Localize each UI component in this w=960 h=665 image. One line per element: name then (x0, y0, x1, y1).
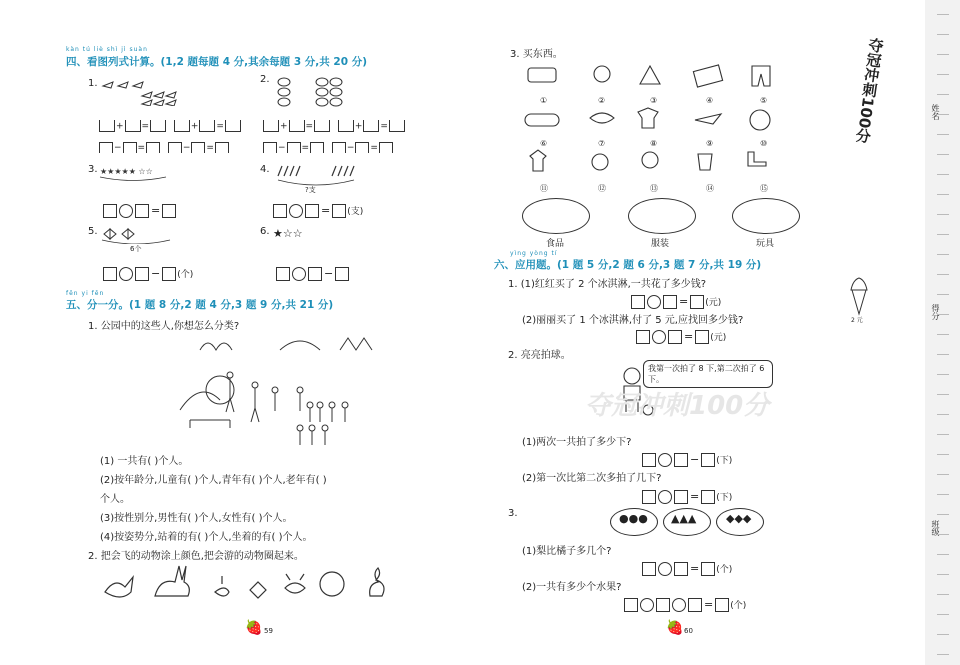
binding-ring (937, 410, 949, 415)
app-q1b-equation[interactable]: = (元) (635, 326, 726, 345)
item-num-8: ⑧ (650, 139, 658, 148)
s5-answer-1[interactable]: (1) 一共有( )个人。 (100, 456, 189, 467)
binding-ring (937, 150, 949, 155)
fish-icon (105, 577, 133, 597)
bread-icon (528, 68, 556, 82)
monkey-icon (320, 572, 344, 596)
app-q2-1-equation[interactable]: − (下) (641, 449, 732, 468)
item-num-14: ⑭ (706, 184, 714, 193)
item-num-6: ⑥ (540, 139, 548, 148)
s5-answer-4[interactable]: (4)按姿势分,站着的有( )个人,坐着的有( )个人。 (100, 532, 313, 543)
binding-ring (937, 610, 949, 615)
app-q1-unit: (元) (705, 298, 722, 308)
item-num-3: ③ (650, 96, 658, 105)
rabbit-icon (155, 566, 189, 596)
apple-icon (592, 154, 608, 170)
binding-ring (937, 190, 949, 195)
binding-ring (937, 370, 949, 375)
app-q2-1-text: (1)两次一共拍了多少下? (522, 437, 632, 448)
app-q3-1-unit: (个) (716, 565, 733, 575)
q4-total-label: ?支 (305, 186, 316, 194)
section5-title: 五、分一分。(1 题 8 分,2 题 4 分,3 题 9 分,共 21 分) (66, 299, 334, 311)
binding-ring (937, 590, 949, 595)
app-q3-2-text: (2)一共有多少个水果? (522, 582, 622, 593)
oval-clothes[interactable] (628, 198, 696, 234)
swan-icon (370, 568, 384, 596)
pants-icon (752, 66, 770, 86)
binding-ring (937, 350, 949, 355)
teddy-bear-icon (642, 152, 658, 168)
speech-bubble: 我第一次拍了 8 下,第二次拍了 6 下。 (643, 360, 773, 388)
app-q2-text: 2. 亮亮拍球。 (508, 350, 571, 361)
binding-ring (937, 70, 949, 75)
item-num-12: ⑫ (598, 184, 606, 193)
oval-food-label: 食品 (546, 239, 565, 249)
pears-icon: ▲▲▲ (671, 512, 697, 525)
animals-picture (100, 562, 400, 607)
s5-answer-2b: 个人。 (100, 494, 130, 505)
app-q2-2-text: (2)第一次比第二次多拍了几下? (522, 473, 662, 484)
binding-ring (937, 510, 949, 515)
cookie-icon (750, 110, 770, 130)
item-num-11: ⑪ (540, 184, 548, 193)
q1-answer-add-row[interactable]: + = + = (98, 120, 242, 132)
ice-cream-price: 2 元 (851, 317, 863, 324)
section6-title: 六、应用题。(1 题 5 分,2 题 6 分,3 题 7 分,共 19 分) (494, 259, 762, 271)
app-q1b-unit: (元) (710, 333, 727, 343)
oval-food[interactable] (522, 198, 590, 234)
item-num-10: ⑩ (760, 139, 768, 148)
binding-ring (937, 110, 949, 115)
oval-toys[interactable] (732, 198, 800, 234)
q4-label: 4. (260, 164, 270, 175)
section6-pinyin: yìng yòng tí (510, 250, 558, 257)
app-q3-1-equation[interactable]: = (个) (641, 558, 732, 577)
side-label-name: 姓名 (931, 104, 940, 120)
dress-icon (640, 66, 660, 84)
shirt-icon (530, 150, 546, 171)
app-q3-1-text: (1)梨比橘子多几个? (522, 546, 612, 557)
q3-equation[interactable]: = (102, 200, 177, 219)
q1-label: 1. (88, 78, 98, 89)
bee-2-icon (285, 574, 305, 593)
boot-icon (748, 152, 766, 166)
app-q1b-text: (2)丽丽买了 1 个冰淇淋,付了 5 元,应找回多少钱? (522, 315, 744, 326)
carrots-picture (98, 74, 178, 106)
binding-ring (937, 450, 949, 455)
q2-answer-sub-row[interactable]: − = − = (262, 142, 394, 153)
ice-cream-icon (848, 272, 870, 316)
strawberry-icon: 🍓 (245, 620, 263, 636)
left-page-number: 59 (264, 627, 273, 635)
shopping-items-picture (520, 62, 780, 182)
watermark: 夺冠冲刺100分 (585, 391, 770, 421)
plane-icon (695, 114, 721, 124)
doll-icon (594, 66, 610, 82)
oranges-icon: ●●● (619, 512, 648, 525)
binding-ring (937, 490, 949, 495)
binding-ring (937, 10, 949, 15)
binding-ring (937, 50, 949, 55)
logo: 夺冠冲刺100分 (852, 36, 886, 145)
strawberry-icon-right: 🍓 (666, 620, 684, 636)
stars-brace-picture (98, 164, 168, 184)
side-label-class: 班级 (931, 520, 940, 536)
app-q3-2-equation[interactable]: = (个) (623, 594, 746, 613)
item-num-9: ⑨ (706, 139, 714, 148)
oval-clothes-label: 服装 (651, 239, 670, 249)
binding-ring (937, 310, 949, 315)
q6-equation[interactable]: − (275, 263, 350, 282)
binding-ring (937, 250, 949, 255)
oval-toys-label: 玩具 (756, 239, 775, 249)
q5-total-label: 6个 (130, 245, 142, 253)
binding-ring (937, 210, 949, 215)
q3-label: 3. (88, 164, 98, 175)
q5-equation[interactable]: − (个) (102, 263, 193, 282)
burger-icon (590, 113, 614, 123)
q5-label: 5. (88, 226, 98, 237)
binding-ring (937, 530, 949, 535)
app-q2-1-unit: (下) (716, 456, 733, 466)
item-num-4: ④ (706, 96, 714, 105)
binding-ring (937, 430, 949, 435)
binding-ring (937, 570, 949, 575)
side-label-score: 得分 (931, 304, 940, 320)
binding-ring (937, 130, 949, 135)
item-num-15: ⑮ (760, 184, 768, 193)
butterfly-icon (250, 582, 266, 598)
s5-q1-text: 1. 公园中的这些人,你想怎么分类? (88, 321, 240, 332)
q2-label: 2. (260, 74, 270, 85)
coat-icon (638, 108, 658, 128)
park-people-picture (160, 330, 390, 450)
q2-answer-add-row[interactable]: + = + = (262, 120, 406, 132)
binding-ring (937, 230, 949, 235)
binding-ring (937, 270, 949, 275)
section4-pinyin: kàn tú liè shì jì suàn (66, 46, 148, 53)
app-q3-2-unit: (个) (730, 601, 747, 611)
app-q2-2-unit: (下) (716, 493, 733, 503)
q6-label: 6. (260, 226, 270, 237)
item-num-13: ⑬ (650, 184, 658, 193)
q5-unit: (个) (177, 270, 194, 280)
app-q1-equation[interactable]: = (元) (630, 291, 721, 310)
q3-shopping-label: 3. 买东西。 (510, 49, 563, 60)
item-num-2: ② (598, 96, 606, 105)
svg-text:★★★★★ ☆☆: ★★★★★ ☆☆ (100, 167, 153, 176)
binding-ring (937, 650, 949, 655)
binding-ring (937, 30, 949, 35)
app-q1-text: 1. (1)红红买了 2 个冰淇淋,一共花了多少钱? (508, 279, 707, 290)
item-num-7: ⑦ (598, 139, 606, 148)
binding-ring (937, 170, 949, 175)
pencils-picture (272, 162, 362, 192)
binding-ring (937, 630, 949, 635)
item-num-1: ① (540, 96, 548, 105)
binding-ring (937, 290, 949, 295)
binding-ring (937, 90, 949, 95)
app-q3-label: 3. (508, 508, 518, 519)
s5-q2-text: 2. 把会飞的动物涂上颜色,把会游的动物圈起来。 (88, 551, 304, 562)
right-page-number: 60 (684, 627, 693, 635)
q1-answer-sub-row[interactable]: − = − = (98, 142, 230, 153)
item-num-5: ⑤ (760, 96, 768, 105)
q6-stars: ★☆☆ (273, 227, 303, 240)
binding-ring (937, 390, 949, 395)
q4-unit: (支) (347, 207, 364, 217)
section5-pinyin: fēn yi fēn (66, 290, 105, 297)
binding-ring (937, 470, 949, 475)
bows-picture (98, 224, 178, 244)
circles-picture (272, 74, 382, 114)
binding-ring (937, 330, 949, 335)
app-q2-2-equation[interactable]: = (下) (641, 486, 732, 505)
section4-title: 四、看图列式计算。(1,2 题每题 4 分,其余每题 3 分,共 20 分) (66, 56, 367, 68)
basket-icon (698, 154, 712, 170)
box-icon (693, 65, 722, 87)
s5-answer-2[interactable]: (2)按年龄分,儿童有( )个人,青年有( )个人,老年有( ) (100, 475, 327, 486)
binding-ring (937, 550, 949, 555)
q4-equation[interactable]: = (支) (272, 200, 363, 219)
apples-icon: ◆◆◆ (726, 512, 752, 525)
s5-answer-3[interactable]: (3)按性别分,男性有( )个人,女性有( )个人。 (100, 513, 293, 524)
bee-icon (215, 576, 229, 596)
car-icon (525, 114, 559, 126)
